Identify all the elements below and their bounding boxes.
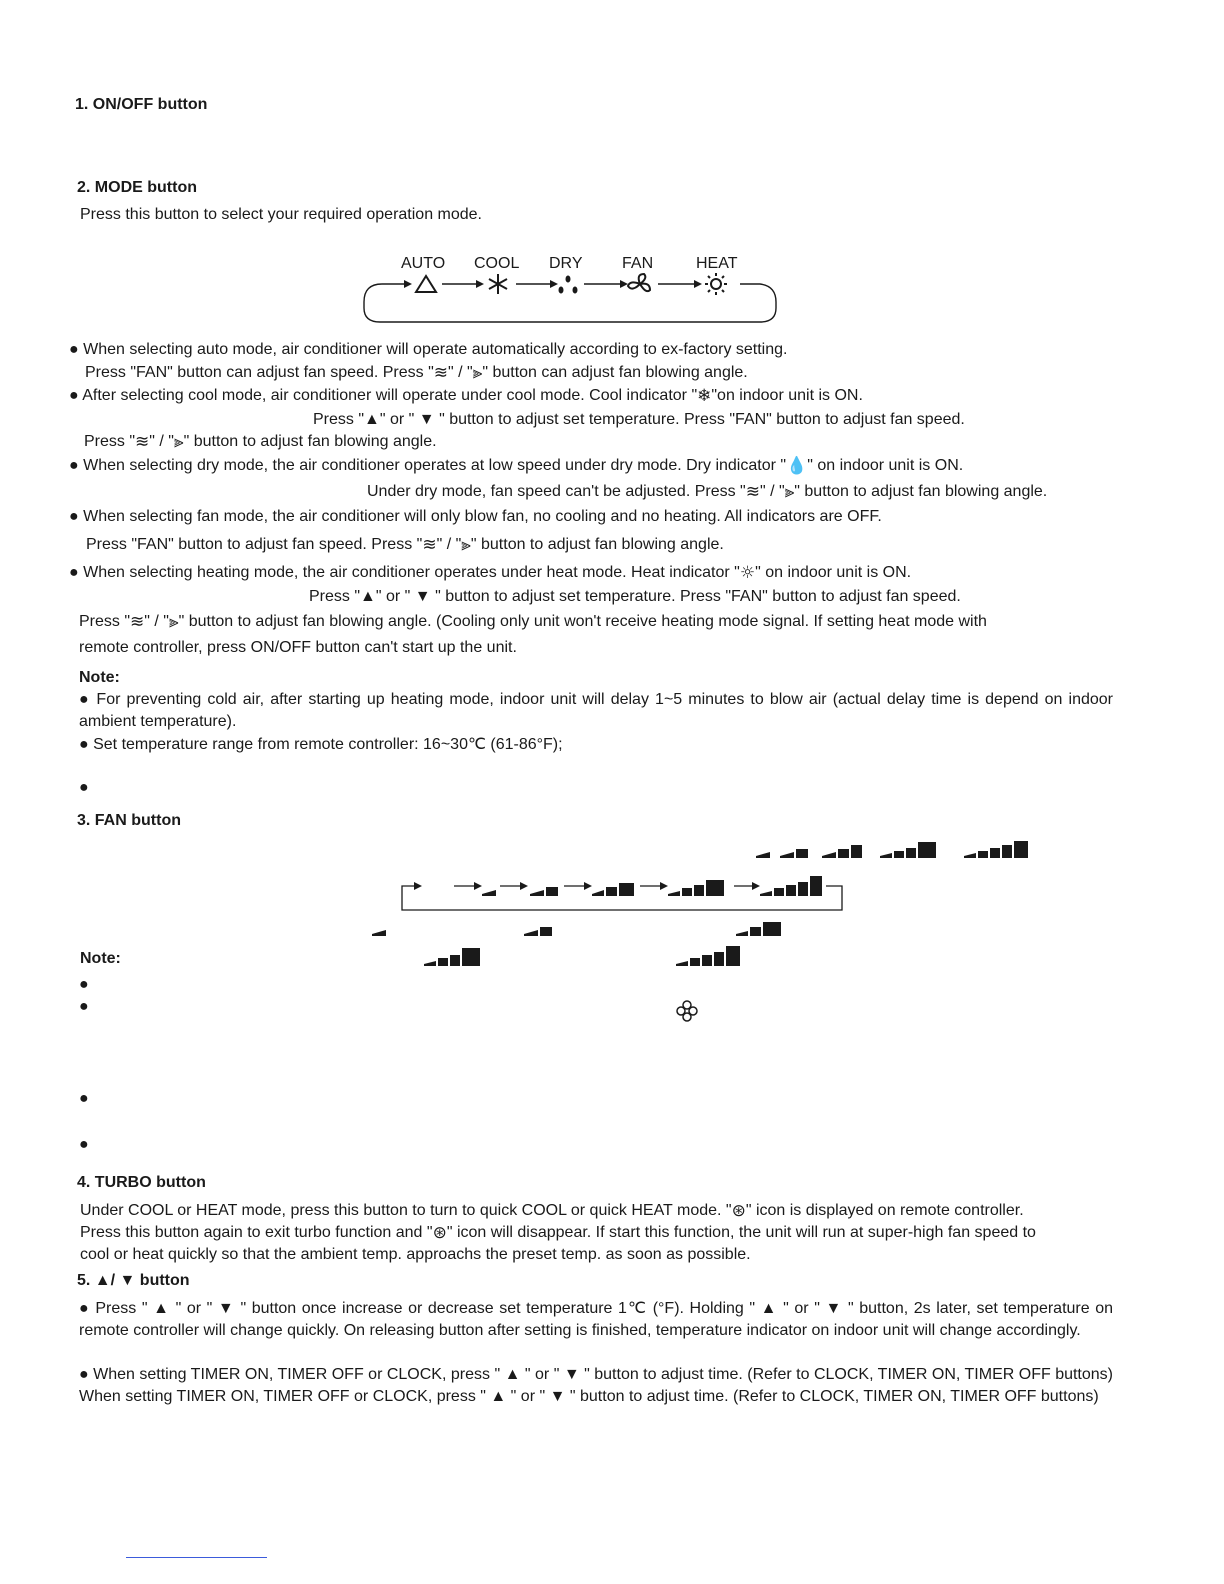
fan-note-bullet-2: ● (79, 998, 89, 1015)
auto-mode-line-2: Press "FAN" button can adjust fan speed. Press "≋" / "⫸" button can adjust fan blowing angle. (85, 363, 748, 383)
snowflake-icon: ❄ (697, 386, 712, 406)
fan-speed-cycle-diagram (396, 872, 848, 914)
fan-mode-line-2: Press "FAN" button to adjust fan speed. Press "≋" / "⫸" button to adjust fan blowing angle. (86, 535, 724, 555)
swing-up-down-icon: ≋ (433, 363, 449, 383)
turbo-line-3: cool or heat quickly so that the ambient temp. approachs the preset temp. as soon as possible. (80, 1246, 751, 1263)
swing-left-right-icon: ⫸ (168, 612, 179, 632)
swing-left-right-icon: ⫸ (461, 535, 471, 555)
mode-cycle-diagram (360, 272, 780, 326)
mode-note-title: Note: (79, 669, 120, 686)
mode-label-heat: HEAT (696, 255, 738, 272)
small-fan-icon (675, 999, 699, 1023)
droplets-icon: 💧 (786, 456, 808, 476)
swing-left-right-icon: ⫸ (784, 482, 795, 502)
swing-up-down-icon: ≋ (135, 432, 150, 452)
mode-label-dry: DRY (549, 255, 583, 272)
section-title-mode: 2. MODE button (77, 179, 197, 196)
fan-note-bullet-1: ● (79, 976, 89, 993)
mode-label-cool: COOL (474, 255, 520, 272)
section-title-onoff: 1. ON/OFF button (75, 96, 208, 113)
mode-label-auto: AUTO (401, 255, 446, 272)
fan-note-bullet-4: ● (79, 1136, 89, 1153)
swing-up-down-icon: ≋ (130, 612, 145, 632)
heat-mode-line-2: Press "▲" or " ▼ " button to adjust set temperature. Press "FAN" button to adjust fan speed. (309, 588, 961, 605)
sun-icon (705, 273, 727, 295)
fan-note-bullet-3: ● (79, 1090, 89, 1107)
section-title-fan: 3. FAN button (77, 812, 181, 829)
swing-up-down-icon: ≋ (422, 535, 437, 555)
heat-mode-line-4: remote controller, press ON/OFF button can't start up the unit. (79, 639, 517, 656)
cool-mode-line-2: Press "▲" or " ▼ " button to adjust set temperature. Press "FAN" button to adjust fan speed. (313, 411, 965, 428)
fan-note-title: Note: (80, 950, 121, 967)
mode-note-2: ● Set temperature range from remote controller: 16~30℃ (61-86°F); (79, 736, 563, 753)
auto-triangle-icon (416, 276, 436, 292)
turbo-line-2: Press this button again to exit turbo function and "⊛" icon will disappear. If start this function, the unit will run at super-high fan speed to (80, 1223, 1036, 1243)
heat-mode-line-1: ● When selecting heating mode, the air conditioner operates under heat mode. Heat indicator "☼" on indoor unit is ON. (69, 563, 912, 583)
fan-mode-line-1: ● When selecting fan mode, the air conditioner will only blow fan, no cooling and no heating. All indicators are OFF. (69, 508, 882, 525)
up-down-paragraph-1: ● Press " ▲ " or " ▼ " button once increase or decrease set temperature 1℃ (°F). Holding " ▲ " or " ▼ " button, 2s later, set temperature on remote controller will change quickly. On releasing button after setting is finished, temperature indicator on indoor unit will change accordingly. (79, 1300, 1114, 1339)
swing-left-right-icon: ⫸ (472, 363, 483, 383)
heat-mode-line-3: Press "≋" / "⫸" button to adjust fan blowing angle. (Cooling only unit won't receive heating mode signal. If setting heat mode with (79, 612, 987, 632)
section-title-turbo: 4. TURBO button (77, 1174, 206, 1191)
dry-mode-line-1: ● When selecting dry mode, the air conditioner operates at low speed under dry mode. Dry indicator "💧" on indoor unit is ON. (69, 456, 964, 476)
droplets-icon (559, 276, 578, 294)
turbo-line-1: Under COOL or HEAT mode, press this button to turn to quick COOL or quick HEAT mode. "⊛" icon is displayed on remote controller. (80, 1201, 1024, 1221)
up-down-paragraph-2: ● When setting TIMER ON, TIMER OFF or CLOCK, press " ▲ " or " ▼ " button to adjust time. (Refer to CLOCK, TIMER ON, TIMER OFF buttons) When setting TIMER ON, TIMER OFF or CLOCK, press " ▲ " or " ▼ " button to adjust time. (Refer to CLOCK, TIMER ON, TIMER OFF buttons) (79, 1366, 1114, 1405)
swing-up-down-icon: ≋ (745, 482, 760, 502)
sun-icon: ☼ (739, 563, 756, 583)
auto-mode-line-1: ● When selecting auto mode, air conditioner will operate automatically according to ex-factory setting. (69, 341, 788, 358)
turbo-icon: ⊛ (731, 1201, 746, 1221)
dry-mode-line-2: Under dry mode, fan speed can't be adjusted. Press "≋" / "⫸" button to adjust fan blowing angle. (367, 482, 1048, 502)
bullet-empty: ● (79, 779, 89, 796)
swing-left-right-icon: ⫸ (173, 432, 184, 452)
mode-intro: Press this button to select your required operation mode. (80, 206, 482, 223)
section-title-up-down: 5. ▲/ ▼ button (77, 1272, 190, 1289)
footer-rule (126, 1557, 267, 1558)
turbo-icon: ⊛ (432, 1223, 447, 1243)
fan-speed-bars-legend (368, 916, 788, 968)
mode-note-1: ● For preventing cold air, after starting up heating mode, indoor unit will delay 1~5 minutes to blow air (actual delay time is depend on indoor ambient temperature). (79, 691, 1114, 730)
cool-mode-line-1: ● After selecting cool mode, air conditioner will operate under cool mode. Cool indicator "❄"on indoor unit is ON. (69, 386, 863, 406)
cool-mode-line-3: Press "≋" / "⫸" button to adjust fan blowing angle. (84, 432, 437, 452)
fan-speed-bars-row (750, 838, 1040, 864)
snowflake-icon (489, 274, 507, 294)
fan-icon (628, 274, 650, 291)
mode-label-fan: FAN (622, 255, 654, 272)
